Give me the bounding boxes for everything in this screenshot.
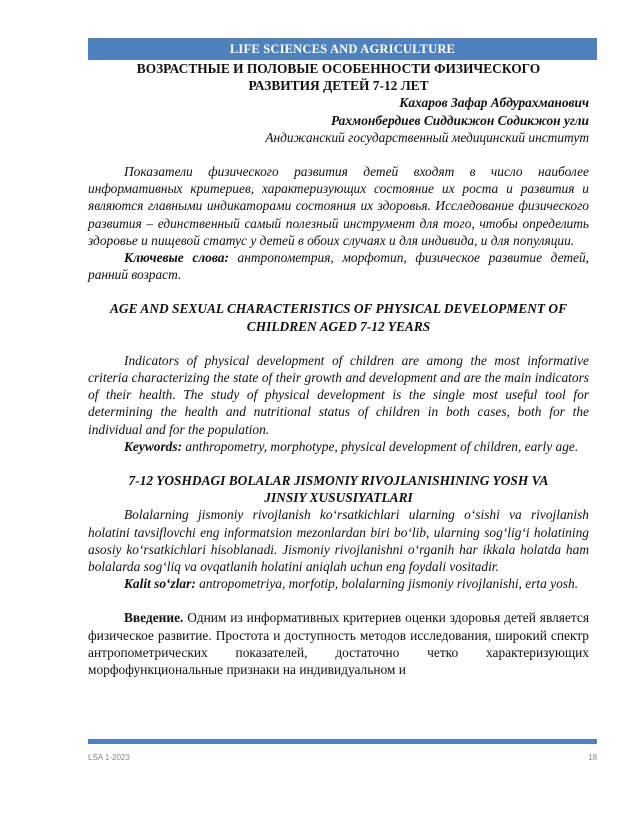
uz-title-line2: JINSIY XUSUSIYATLARI [264, 490, 413, 506]
uz-keywords-label: Kalit soʻzlar: [124, 576, 196, 592]
footer-divider [88, 739, 597, 744]
affiliation: Андижанский государственный медицинский институт [265, 129, 589, 145]
page-number: 18 [588, 753, 597, 762]
journal-header: LIFE SCIENCES AND AGRICULTURE [88, 38, 597, 60]
author-2: Рахмонбердиев Сиддикжон Содикжон угли [330, 112, 589, 128]
footer-issue: LSA 1-2023 [88, 753, 130, 762]
en-keywords [88, 438, 589, 455]
article-body [88, 60, 589, 678]
uz-title-line1: 7-12 YOSHDAGI BOLALAR JISMONIY RIVOJLANISHINING YOSH VA [128, 473, 549, 489]
uz-keywords-text: antropometriya, morfotip, bolalarning jismoniy rivojlanishi, erta yosh. [195, 576, 579, 592]
uz-keywords [88, 575, 589, 592]
ru-title-line2: РАЗВИТИЯ ДЕТЕЙ 7-12 ЛЕТ [248, 78, 429, 94]
author-1: Кахаров Зафар Абдурахманович [399, 95, 589, 111]
en-keywords-text: anthropometry, morphotype, physical development of children, early age. [182, 438, 579, 454]
en-title-line1: AGE AND SEXUAL CHARACTERISTICS OF PHYSICAL DEVELOPMENT OF [110, 301, 567, 317]
intro-text: Одним из информативных критериев оценки здоровья детей является физическое развитие. Простота и доступность методов исследования, широкий спектр антропометрических показателей, достаточно четко характеризующих морфофункциональные признаки на индивидуальном и [88, 610, 589, 678]
ru-title-line1: ВОЗРАСТНЫЕ И ПОЛОВЫЕ ОСОБЕННОСТИ ФИЗИЧЕСКОГО [136, 61, 541, 76]
en-keywords-label: Keywords: [124, 438, 183, 454]
en-title-line2: CHILDREN AGED 7-12 YEARS [246, 318, 431, 334]
en-abstract: Indicators of physical development of children are among the most informative criteria characterizing the state of their growth and development and are the main indicators of their health. The study of physical development is the single most useful tool for determining the health and nutritional status of children in both cases, both for the individual and for the population. [88, 352, 589, 437]
intro-heading: Введение. [124, 610, 184, 626]
ru-keywords [88, 249, 589, 283]
ru-keywords-label: Ключевые слова: [124, 250, 229, 266]
ru-keywords-text: антропометрия, морфотип, физическое развитие детей, ранний возраст. [88, 250, 589, 283]
ru-abstract: Показатели физического развития детей входят в число наиболее информативных критериев, характеризующих состояние их роста и развития и являются главными индикаторами состояния их здоровья. Исследование физического развития – единственный самый полезный инструмент для того, чтобы определить здоровье и пищевой статус у детей в обоих случаях и для индивида, и для популяции. [88, 164, 589, 248]
intro-paragraph [88, 609, 589, 678]
uz-abstract: Bolalarning jismoniy rivojlanish koʻrsatkichlari ularning oʻsishi va rivojlanish holatini tavsiflovchi eng informatsion mezonlardan biri boʻlib, ularning sogʻligʻi holatining asosiy koʻrsatkichlari hisoblanadi. Jismoniy rivojlanishni oʻrganih har ikkala holatda ham bolalarda sogʻliq va ovqatlanih holatini aniqlah uchun eng foydali vositadir. [88, 507, 589, 575]
